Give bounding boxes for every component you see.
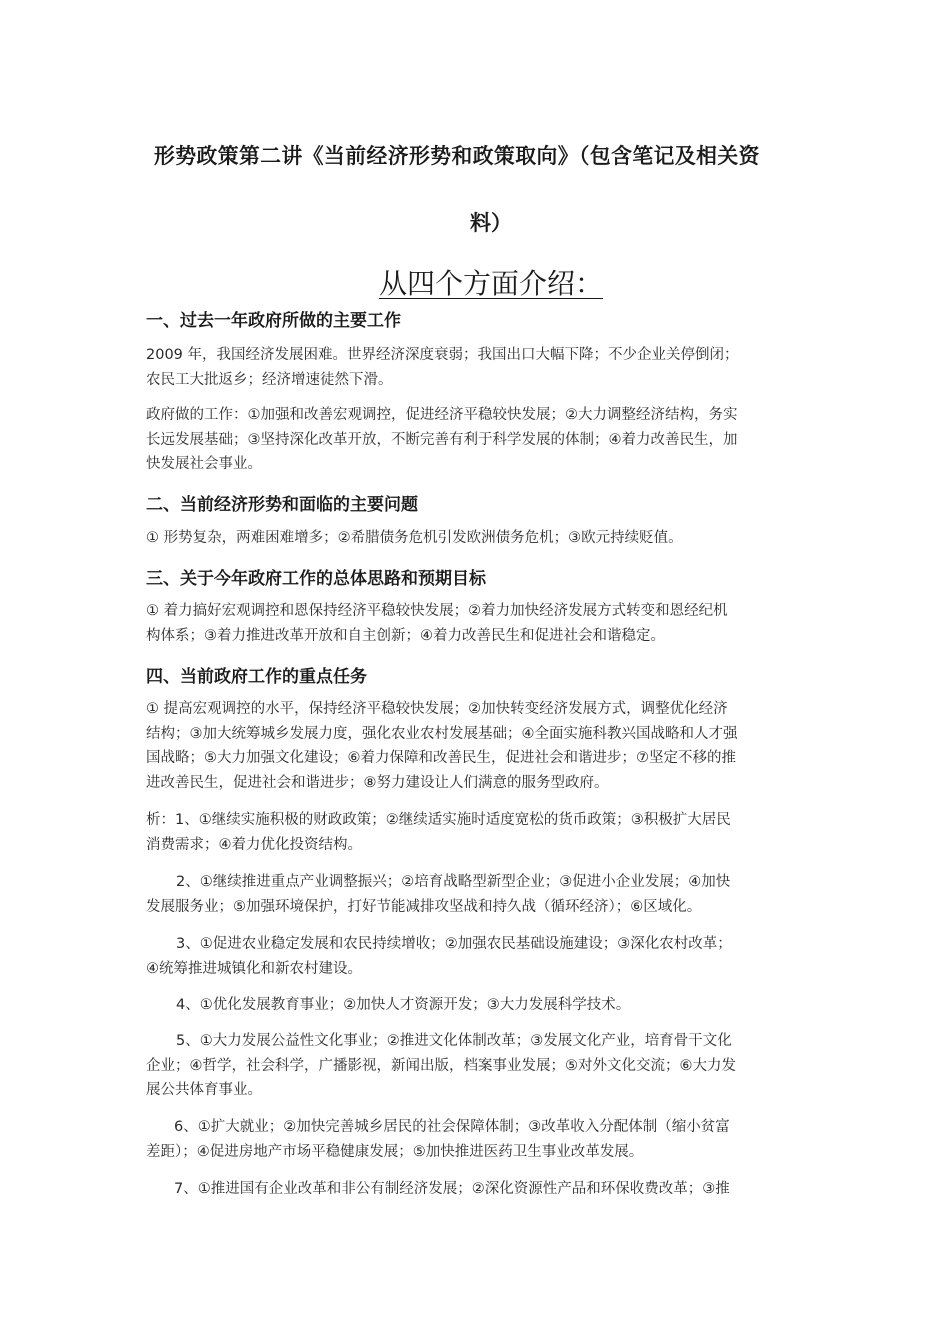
paragraph: ① 提高宏观调控的水平，保持经济平稳较快发展；②加快转变经济发展方式，调整优化经济 结构；③加大统筹城乡发展力度，强化农业农村发展基础；④全面实施科教兴国战略和人才强 国战略；⑤大力加强文化建设；⑥着力保障和改善民生，促进社会和谐进步；⑦坚定不移的推 进改善民生，促进社会和谐进步；⑧努力建设让人们满意的服务型政府。 [146,701,738,791]
analysis-item-4: 4、①优化发展教育事业；②加快人才资源开发；③大力发展科学技术。 [176,997,631,1013]
analysis-item-2: 2、①继续推进重点产业调整振兴；②培育战略型新型企业；③促进小企业发展；④加快 发展服务业；⑤加强环境保护，打好节能减排攻坚战和持久战（循环经济）；⑥区域化。 [146,874,731,915]
section-heading-2: 二、当前经济形势和面临的主要问题 [146,495,418,515]
analysis-item-7: 7、①推进国有企业改革和非公有制经济发展；②深化资源性产品和环保收费改革；③推 [174,1181,730,1197]
analysis-item-5: 5、①大力发展公益性文化事业；②推进文化体制改革；③发展文化产业，培育骨干文化 企业；④哲学，社会科学，广播影视，新闻出版，档案事业发展；⑤对外文化交流；⑥大力发 展公共体育事业。 [146,1033,736,1098]
analysis-item-3: 3、①促进农业稳定发展和农民持续增收；②加强农民基础设施建设；③深化农村改革； ④统筹推进城镇化和新农村建设。 [146,936,732,977]
paragraph: ① 形势复杂，两难困难增多；②希腊债务危机引发欧洲债务危机；③欧元持续贬值。 [146,530,683,546]
paragraph: 2009 年，我国经济发展困难。世界经济深度衰弱；我国出口大幅下降；不少企业关停倒闭； 农民工大批返乡；经济增速徒然下滑。 [146,347,739,388]
section-heading-1: 一、过去一年政府所做的主要工作 [146,311,401,331]
analysis-item-6: 6、①扩大就业；②加快完善城乡居民的社会保障体制；③改革收入分配体制（缩小贫富 差距）；④促进房地产市场平稳健康发展；⑤加快推进医药卫生事业改革发展。 [146,1119,730,1160]
paragraph: ① 着力搞好宏观调控和恩保持经济平稳较快发展；②着力加快经济发展方式转变和恩经纪机 构体系；③着力推进改革开放和自主创新；④着力改善民生和促进社会和谐稳定。 [146,603,728,644]
section-heading-3: 三、关于今年政府工作的总体思路和预期目标 [146,569,486,589]
section-heading-4: 四、当前政府工作的重点任务 [146,667,367,687]
document-title: 形势政策第二讲《当前经济形势和政策取向》（包含笔记及相关资 [154,144,760,168]
document-subtitle: 从四个方面介绍： [378,267,603,300]
document-title-continued: 料） [470,211,512,235]
analysis-item-1: 析：1、①继续实施积极的财政政策；②继续适实施时适度宽松的货币政策；③积极扩大居民 消费需求；④着力优化投资结构。 [146,812,731,853]
paragraph: 政府做的工作：①加强和改善宏观调控，促进经济平稳较快发展；②大力调整经济结构，务实 长远发展基础；③坚持深化改革开放，不断完善有利于科学发展的体制；④着力改善民生，加 快发展社会事业。 [146,407,738,472]
